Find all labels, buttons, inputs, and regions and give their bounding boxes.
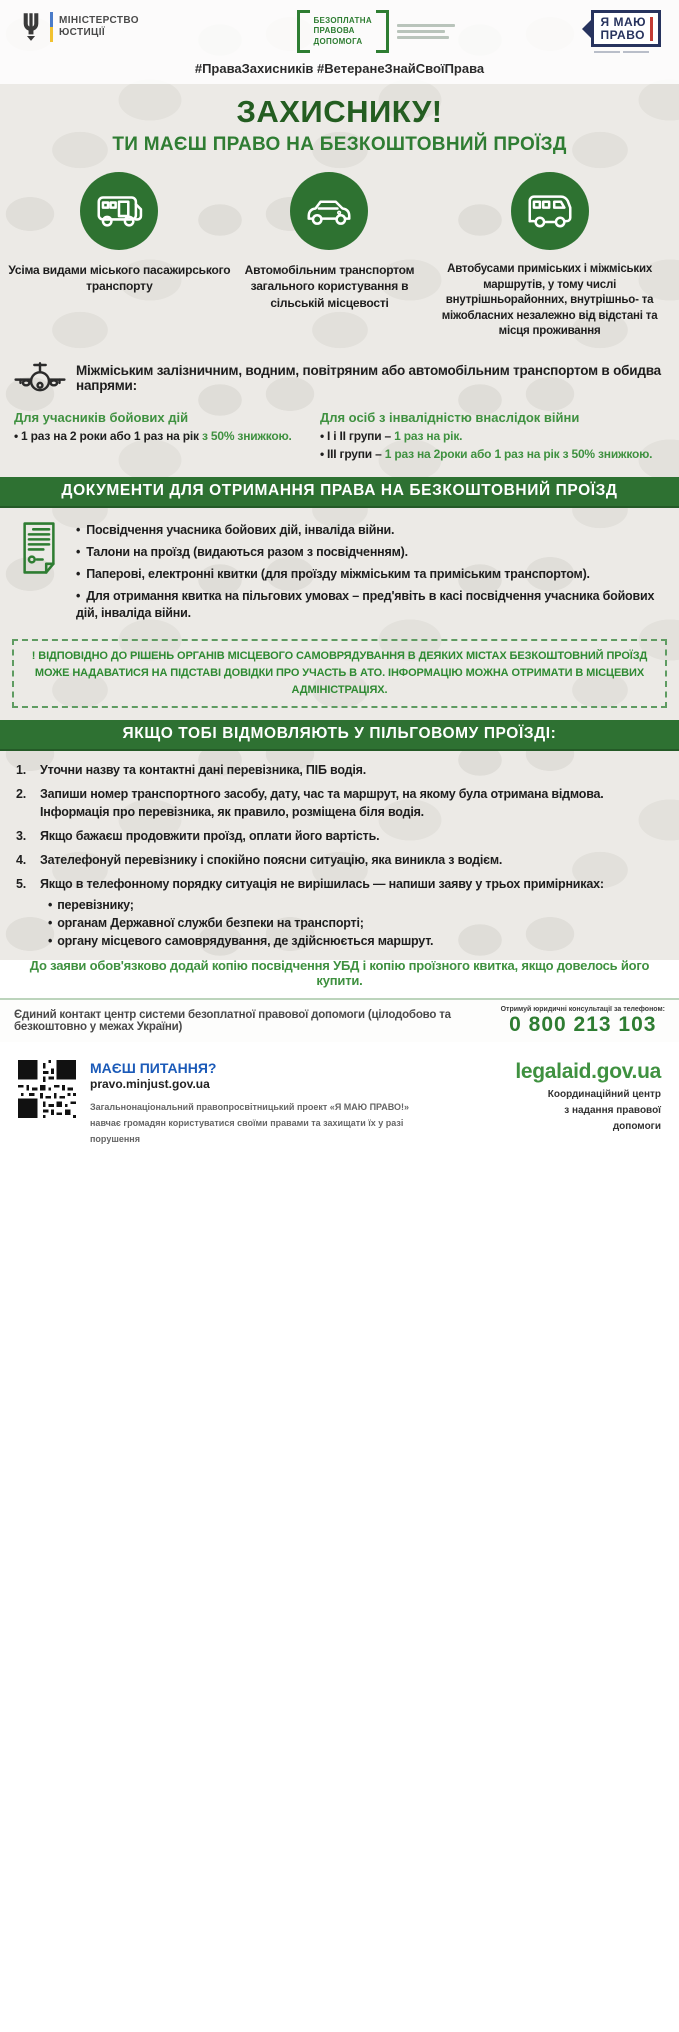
refusal-step: Якщо в телефонному порядку ситуація не вирішилась — напиши заяву у трьох примірниках: • перевізнику; • органам Державної служби безпеки на транспорті; • органу місцевого самоврядування, де здійснюється маршрут. <box>14 875 661 950</box>
legal-aid-logo <box>297 10 455 53</box>
header <box>0 0 679 84</box>
benefits-right-title: Для осіб з інвалідністю внаслідок війни <box>319 409 580 425</box>
refusal-step: Запиши номер транспортного засобу, дату, час та маршрут, на якому була отримана відмова. Інформація про перевізника, як правило, розміщена біля водія. <box>40 786 604 820</box>
benefits-right-item: • І і ІІ групи – 1 раз на рік. <box>319 429 463 444</box>
refusal-step: Зателефонуй перевізнику і спокійно поясни ситуацію, яка виникла з водієм. <box>40 853 503 868</box>
hashtags: #ПраваЗахисників #ВетеранеЗнайСвоїПрава <box>194 61 485 77</box>
bpd-line3: ДОПОМОГА <box>313 36 363 46</box>
chevron-left-icon <box>582 20 591 38</box>
bracket-right-icon <box>376 10 389 53</box>
qr-code-icon <box>18 1060 76 1118</box>
car-icon <box>290 172 368 250</box>
ministry-logo <box>18 10 139 44</box>
imp-line2: ПРАВО <box>600 27 645 42</box>
minibus-icon <box>511 172 589 250</box>
benefits-left-title: Для учасників бойових дій <box>14 409 189 425</box>
flag-stripe <box>50 12 53 42</box>
complaint-recipients <box>40 896 661 950</box>
footer-org-line: з надання правової <box>564 1105 661 1116</box>
documents-section-header: ДОКУМЕНТИ ДЛЯ ОТРИМАННЯ ПРАВА НА БЕЗКОШТОВНИЙ ПРОЇЗД <box>0 477 679 508</box>
bpd-line1: БЕЗОПЛАТНА <box>313 16 372 25</box>
footer-org-line: допомоги <box>612 1121 661 1132</box>
footer-question: МАЄШ ПИТАННЯ? <box>90 1060 217 1076</box>
contact-center-text: Єдиний контакт центр системи безоплатної правової допомоги (цілодобово та безкоштовно у межах України) <box>14 1008 451 1033</box>
page-title: ЗАХИСНИКУ! <box>236 94 443 130</box>
mode-city-transport <box>6 172 233 340</box>
footer-site-minjust: pravo.minjust.gov.ua <box>90 1077 210 1091</box>
intercity-section <box>14 358 665 464</box>
document-icon <box>16 520 62 576</box>
ministry-line2: ЮСТИЦІЇ <box>59 27 106 38</box>
phone-label: Отримуй юридичні консультації за телефоном: <box>500 1005 665 1013</box>
footer <box>0 1050 679 2032</box>
small-caption-lines <box>397 24 455 39</box>
mode-rural-transport <box>233 172 426 340</box>
trident-icon <box>18 10 44 44</box>
logo-caption-lines <box>594 51 649 53</box>
benefits-disabled <box>320 408 665 464</box>
documents-section <box>16 520 663 626</box>
refusal-section-header: ЯКЩО ТОБІ ВІДМОВЛЯЮТЬ У ПІЛЬГОВОМУ ПРОЇЗДІ: <box>0 720 679 751</box>
hotline-phone-number: 0 800 213 103 <box>509 1012 657 1036</box>
intercity-heading: Міжміським залізничним, водним, повітряним або автомобільним транспортом в обидва напрями: <box>76 362 661 393</box>
exclamation-bar-icon <box>650 17 653 41</box>
document-item: • Посвідчення учасника бойових дій, інваліда війни. <box>76 522 663 539</box>
refusal-step: Якщо бажаєш продовжити проїзд, оплати його вартість. <box>40 829 380 844</box>
bus-icon <box>80 172 158 250</box>
contact-bar <box>0 998 679 1042</box>
transport-modes <box>6 172 673 340</box>
mode-intercity-buses <box>426 172 673 340</box>
airplane-icon <box>14 358 66 398</box>
refusal-steps <box>14 761 661 950</box>
recipient-item: • перевізнику; <box>48 896 661 914</box>
i-have-right-logo <box>582 10 661 53</box>
mode-text: Усіма видами міського пасажирського транспорту <box>8 263 231 294</box>
document-item: • Паперові, електронні квитки (для проїзду міжміським та приміським транспортом). <box>76 566 663 583</box>
benefits-combatants <box>14 408 320 464</box>
document-item: • Талони на проїзд (видаються разом з посвідченням). <box>76 544 663 561</box>
recipient-item: • органу місцевого самоврядування, де здійснюється маршрут. <box>48 932 661 950</box>
ato-notice: ! ВІДПОВІДНО ДО РІШЕНЬ ОРГАНІВ МІСЦЕВОГО САМОВРЯДУВАННЯ В ДЕЯКИХ МІСТАХ БЕЗКОШТОВНИЙ ПРОЇЗД МОЖЕ НАДАВАТИСЯ НА ПІДСТАВІ ДОВІДКИ ПРО УЧАСТЬ В АТО. ІНФОРМАЦІЮ МОЖНА ОТРИМАТИ В МІСЦЕВИХ АДМІНІСТРАЦІЯХ. <box>12 639 667 708</box>
mode-text: Автобусами приміських і міжміських маршрутів, у тому числі внутрішньорайонних, внутрішньо- та міжобласних незалежно від відстані та місця проживання <box>441 263 658 338</box>
benefits-left-item: • 1 раз на 2 роки або 1 раз на рік з 50% знижкою. <box>14 429 292 444</box>
footer-description: Загальнонаціональний правопросвітницький проект «Я МАЮ ПРАВО!» навчає громадян користуватися своїми правами та захищати їх у разі порушення <box>90 1102 410 1145</box>
refusal-step: Уточни назву та контактні дані перевізника, ПІБ водія. <box>40 762 366 777</box>
benefits-right-item: • ІІІ групи – 1 раз на 2роки або 1 раз на рік з 50% знижкою. <box>319 447 653 462</box>
recipient-item: • органам Державної служби безпеки на транспорті; <box>48 914 661 932</box>
bracket-left-icon <box>297 10 310 53</box>
ministry-line1: МІНІСТЕРСТВО <box>59 14 139 26</box>
attachment-note: До заяви обов'язково додай копію посвідчення УБД і копію проїзного квитка, якщо довелось його купити. <box>29 957 650 988</box>
title-block <box>0 94 679 156</box>
footer-org-line: Координаційний центр <box>547 1089 661 1100</box>
mode-text: Автомобільним транспортом загального користування в сільській місцевості <box>244 263 415 310</box>
footer-site-legalaid: legalaid.gov.ua <box>515 1060 661 1083</box>
page-subtitle: ТИ МАЄШ ПРАВО НА БЕЗКОШТОВНИЙ ПРОЇЗД <box>112 134 567 156</box>
imp-line1: Я МАЮ <box>600 15 646 29</box>
document-item: • Для отримання квитка на пільгових умовах – пред'явіть в касі посвідчення учасника бойових дій, інваліда війни. <box>76 588 663 622</box>
bpd-line2: ПРАВОВА <box>313 26 355 36</box>
